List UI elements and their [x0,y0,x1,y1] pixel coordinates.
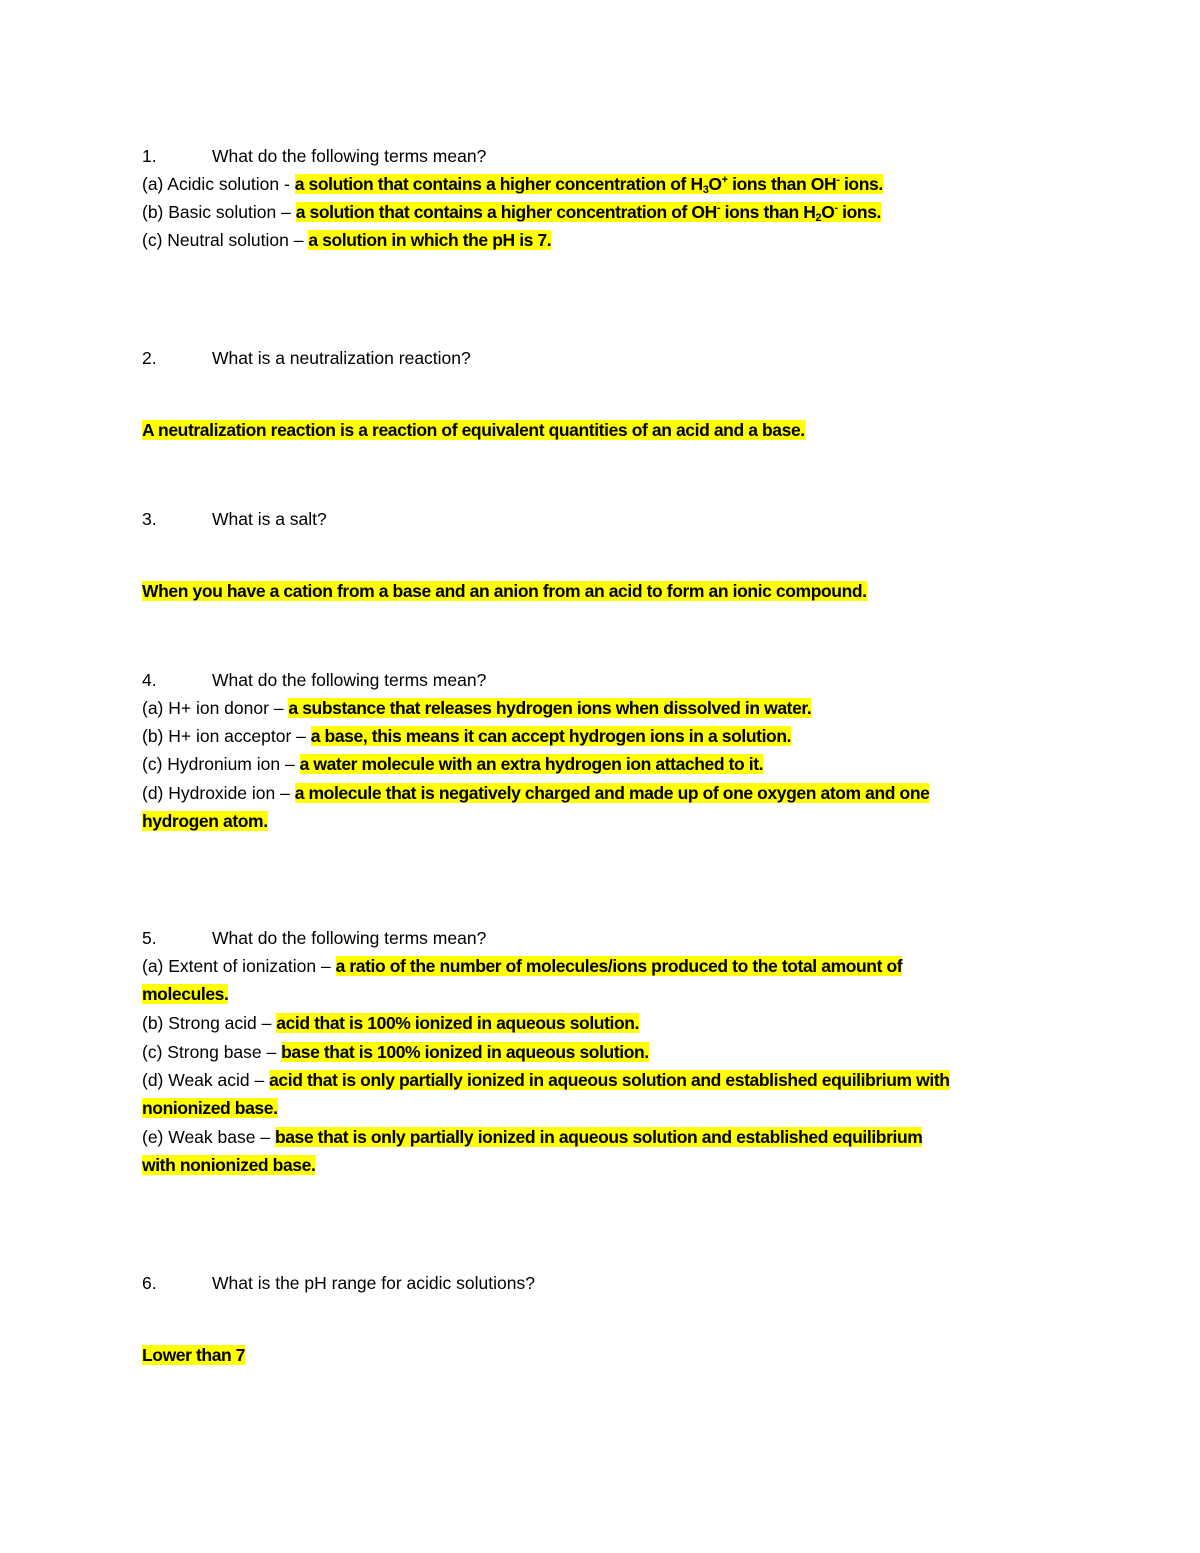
subscript: 2 [815,212,822,224]
answer-text: ions. [839,174,883,194]
q5-item-d-continued [142,1094,278,1122]
highlighted-answer: base that is 100% ionized in aqueous solution. [281,1042,649,1062]
term-label: (a) H+ ion donor – [142,698,289,718]
question-2 [142,344,471,372]
question-number: 5. [142,928,157,948]
question-number: 4. [142,670,157,690]
term-label: (a) Acidic solution - [142,174,295,194]
term-label: (c) Strong base – [142,1042,282,1062]
answer-text: ions than OH [727,174,837,194]
q5-item-a [142,952,902,980]
highlighted-answer: a ratio of the number of molecules/ions produced to the total amount of [335,956,903,976]
highlighted-answer: nonionized base. [142,1098,278,1118]
q2-answer [142,416,805,444]
subscript: 3 [702,184,709,196]
highlighted-answer: a molecule that is negatively charged and made up of one oxygen atom and one [294,783,930,803]
question-number: 3. [142,509,157,529]
term-label: (c) Neutral solution – [142,230,309,250]
q4-item-c [142,750,763,778]
q6-answer [142,1341,245,1369]
superscript: - [834,202,838,214]
q4-item-a [142,694,811,722]
answer-text: ions than H [720,202,816,222]
question-6 [142,1269,535,1297]
question-text: What do the following terms mean? [212,928,487,948]
question-number: 1. [142,146,157,166]
highlighted-answer [296,202,881,222]
q5-item-e-continued [142,1151,315,1179]
term-label: (b) H+ ion acceptor – [142,726,311,746]
highlighted-answer: with nonionized base. [142,1155,316,1175]
q5-item-e [142,1123,922,1151]
term-label: (b) Basic solution – [142,202,296,222]
highlighted-answer: When you have a cation from a base and an anion from an acid to form an ionic compound. [142,581,867,601]
question-text: What do the following terms mean? [212,670,487,690]
highlighted-answer: acid that is 100% ionized in aqueous solution. [276,1013,640,1033]
term-label: (e) Weak base – [142,1127,275,1147]
highlighted-answer: a substance that releases hydrogen ions when dissolved in water. [288,698,812,718]
superscript: - [716,202,721,214]
highlighted-answer: hydrogen atom. [142,811,268,831]
answer-text: O [821,202,835,222]
question-text: What is a salt? [212,509,327,529]
q1-item-c [142,226,551,254]
answer-text: a solution that contains a higher concentration of H [294,174,703,194]
question-number: 6. [142,1273,157,1293]
term-label: (d) Weak acid – [142,1070,270,1090]
q4-item-d-continued [142,807,268,835]
question-1 [142,142,486,170]
answer-text: O [708,174,722,194]
highlighted-answer: base that is only partially ionized in aqueous solution and established equilibrium [274,1127,923,1147]
term-label: (c) Hydronium ion – [142,754,300,774]
highlighted-answer: a base, this means it can accept hydrogen ions in a solution. [310,726,792,746]
q5-item-c [142,1038,649,1066]
question-number: 2. [142,348,157,368]
question-5 [142,924,486,952]
q5-item-b [142,1009,639,1037]
q4-item-b [142,722,791,750]
q4-item-d [142,779,929,807]
superscript: - [836,174,840,186]
highlighted-answer: acid that is only partially ionized in aqueous solution and established equilibrium with [269,1070,950,1090]
question-text: What is a neutralization reaction? [212,348,471,368]
term-label: (a) Extent of ionization – [142,956,336,976]
superscript: + [721,174,728,186]
term-label: (d) Hydroxide ion – [142,783,295,803]
answer-text: a solution that contains a higher concentration of OH [295,202,717,222]
question-text: What is the pH range for acidic solutions? [212,1273,535,1293]
question-4 [142,666,486,694]
q5-item-a-continued [142,980,228,1008]
highlighted-answer: A neutralization reaction is a reaction of equivalent quantities of an acid and a base. [142,420,805,440]
highlighted-answer [295,174,883,194]
highlighted-answer: molecules. [142,984,229,1004]
q1-item-a [142,170,883,198]
term-label: (b) Strong acid – [142,1013,277,1033]
question-3 [142,505,327,533]
question-text: What do the following terms mean? [212,146,487,166]
highlighted-answer: a water molecule with an extra hydrogen ion attached to it. [299,754,764,774]
q1-item-b [142,198,881,226]
answer-text: ions. [837,202,882,222]
highlighted-answer: a solution in which the pH is 7. [308,230,552,250]
q5-item-d [142,1066,950,1094]
q3-answer [142,577,867,605]
highlighted-answer: Lower than 7 [142,1345,246,1365]
